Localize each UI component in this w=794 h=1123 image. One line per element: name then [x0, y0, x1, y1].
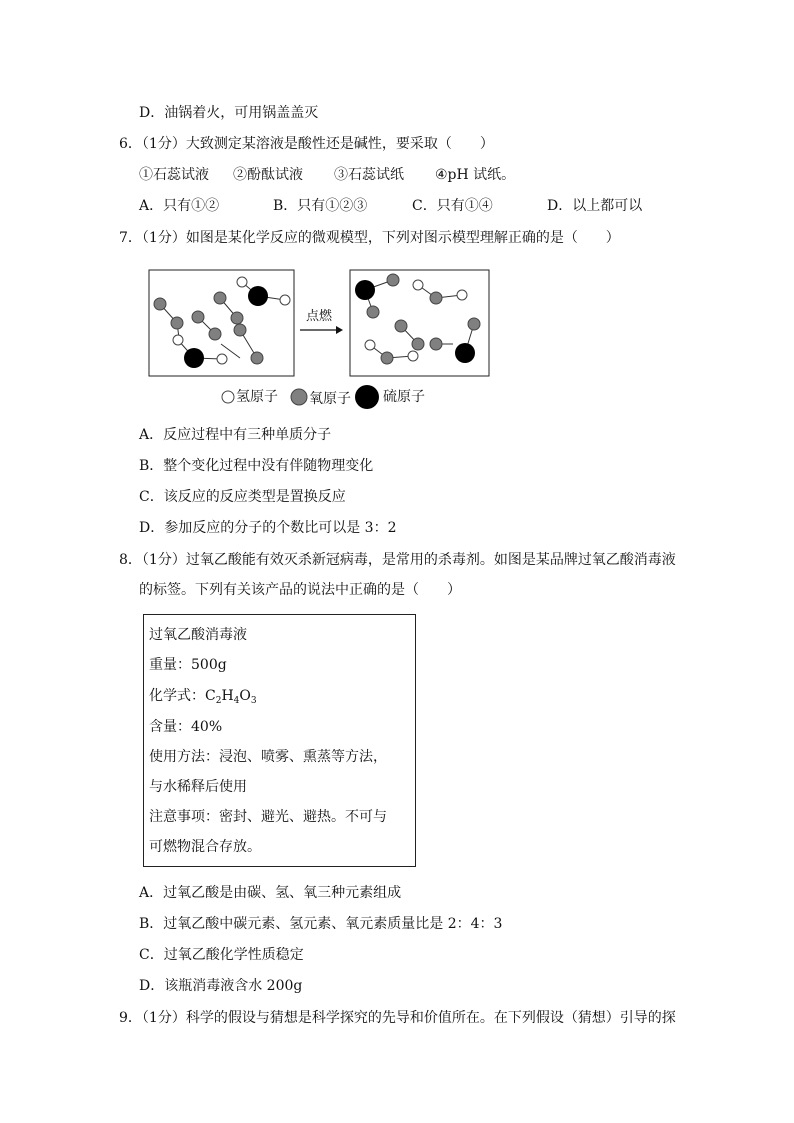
oxygen-atom	[154, 298, 166, 310]
sulfur-legend-icon	[355, 385, 379, 409]
q7-option-d: D．参加反应的分子的个数比可以是 3：2	[139, 520, 397, 536]
q7-option-b: B．整个变化过程中没有伴随物理变化	[139, 458, 374, 474]
q6-option-a: A．只有①②	[139, 198, 220, 214]
label-notes-line1: 注意事项：密封、避光、避热。不可与	[149, 809, 387, 825]
hydrogen-atom	[457, 290, 467, 300]
oxygen-atom	[412, 338, 424, 350]
legend-oxygen-label: 氧原子	[309, 391, 351, 407]
hydrogen-atom	[413, 280, 423, 290]
label-usage-line2: 与水稀释后使用	[149, 779, 247, 795]
q6-choice-1: ①石蕊试液	[139, 167, 209, 183]
oxygen-atom	[381, 352, 393, 364]
oxygen-legend-icon	[291, 389, 307, 405]
hydrogen-atom	[237, 277, 247, 287]
q8-stem-line2: 的标签。下列有关该产品的说法中正确的是（ ）	[139, 582, 461, 598]
oxygen-atom	[430, 292, 442, 304]
legend-sulfur-label: 硫原子	[383, 389, 425, 405]
label-usage-line1: 使用方法：浸泡、喷雾、熏蒸等方法，	[149, 749, 387, 765]
q8-option-d: D．该瓶消毒液含水 200g	[139, 978, 303, 994]
sulfur-atom	[184, 348, 204, 368]
legend-hydrogen-label: 氢原子	[236, 389, 278, 405]
q7-option-a: A．反应过程中有三种单质分子	[139, 427, 332, 443]
sulfur-atom	[355, 280, 375, 300]
q7-option-c: C．该反应的反应类型是置换反应	[139, 489, 346, 505]
oxygen-atom	[367, 306, 379, 318]
q6-choice-2: ②酚酞试液	[233, 167, 303, 183]
oxygen-atom	[171, 317, 183, 329]
hydrogen-atom	[408, 351, 418, 361]
hydrogen-atom	[365, 340, 375, 350]
label-weight: 重量：500g	[149, 657, 227, 673]
sulfur-atom	[248, 286, 268, 306]
oxygen-atom	[234, 324, 246, 336]
q6-stem: 6．（1分）大致测定某溶液是酸性还是碱性，要采取（ ）	[119, 136, 494, 152]
label-formula: 化学式：$C_2H_4O_3$	[149, 688, 257, 706]
oxygen-atom	[251, 352, 263, 364]
hydrogen-legend-icon	[222, 391, 234, 403]
product-label-box	[143, 614, 416, 867]
oxygen-atom	[395, 320, 407, 332]
label-content: 含量：40%	[149, 719, 223, 735]
q8-stem-line1: 8．（1分）过氧乙酸能有效灭杀新冠病毒，是常用的杀毒剂。如图是某品牌过氧乙酸消毒液	[119, 552, 676, 568]
q8-option-c: C．过氧乙酸化学性质稳定	[139, 947, 304, 963]
arrow-label: 点燃	[306, 309, 333, 324]
arrow-head-icon	[336, 326, 343, 334]
q8-option-a: A．过氧乙酸是由碳、氢、氧三种元素组成	[139, 885, 402, 901]
q6-option-d: D．以上都可以	[547, 198, 643, 214]
sulfur-atom	[455, 343, 475, 363]
q8-option-b: B．过氧乙酸中碳元素、氢元素、氧元素质量比是 2：4：3	[139, 916, 503, 932]
hydrogen-atom	[280, 295, 290, 305]
oxygen-atom	[468, 318, 480, 330]
q7-stem: 7．（1分）如图是某化学反应的微观模型，下列对图示模型理解正确的是（ ）	[119, 230, 620, 246]
q9-stem-line1: 9．（1分）科学的假设与猜想是科学探究的先导和价值所在。在下列假设（猜想）引导的探	[119, 1010, 676, 1026]
q6-option-c: C．只有①④	[412, 198, 493, 214]
oxygen-atom	[209, 328, 221, 340]
oxygen-atom	[430, 338, 442, 350]
q6-choice-4: ④pH 试纸。	[435, 167, 516, 183]
q6-choice-3: ③石蕊试纸	[334, 167, 404, 183]
q6-option-b: B．只有①②③	[273, 198, 368, 214]
hydrogen-atom	[217, 354, 227, 364]
oxygen-atom	[387, 274, 399, 286]
hydrogen-atom	[173, 335, 183, 345]
oxygen-atom	[214, 292, 226, 304]
oxygen-atom	[231, 312, 243, 324]
label-notes-line2: 可燃物混合存放。	[149, 839, 261, 855]
q5-option-d: D．油锅着火，可用锅盖盖灭	[139, 105, 319, 121]
label-title: 过氧乙酸消毒液	[149, 627, 247, 643]
oxygen-atom	[192, 311, 204, 323]
